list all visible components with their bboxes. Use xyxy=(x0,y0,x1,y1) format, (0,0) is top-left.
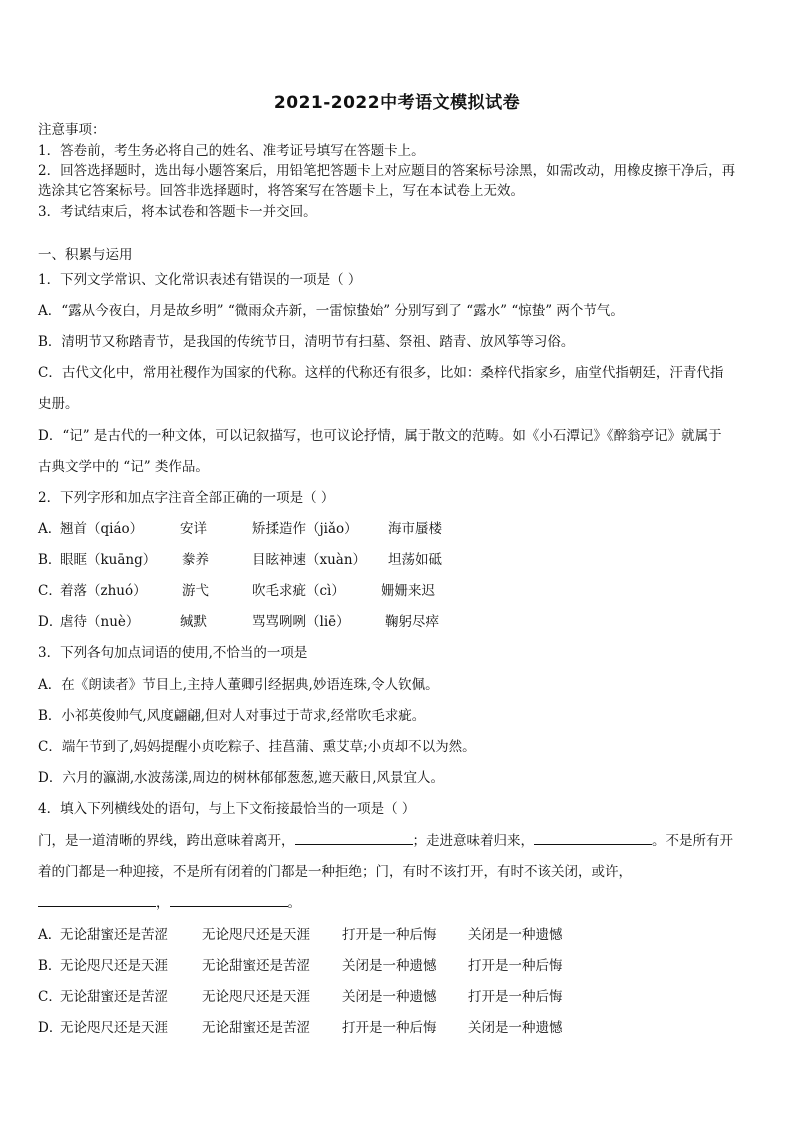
notice-item-3: 3．考试结束后，将本试卷和答题卡一并交回。 xyxy=(38,204,317,220)
q1-option-c-cont: 史册。 xyxy=(38,396,79,412)
q4-option-d: D． 无论咫尺还是天涯 无论甜蜜还是苦涩 打开是一种后悔 关闭是一种遗憾 xyxy=(38,1020,563,1036)
notice-item-2-cont: 选涂其它答案标号。回答非选择题时，将答案写在答题卡上，写在本试卷上无效。 xyxy=(38,183,524,199)
q2-option-b: B． 眼眶（kuāng） 豢养 目眩神速（xuàn） 坦荡如砥 xyxy=(38,552,442,568)
page-title: 2021-2022中考语文模拟试卷 xyxy=(273,93,521,113)
q4-passage-line-1: 门，是一道清晰的界线，跨出意味着离开， ；走进意味着归来， 。不是所有开 xyxy=(38,833,733,849)
notice-heading: 注意事项： xyxy=(38,122,106,138)
answer-blank-3 xyxy=(38,894,156,907)
q2-option-a: A． 翘首（qiáo） 安详 矫揉造作（jiǎo） 海市蜃楼 xyxy=(38,521,442,537)
q4-stem: 4．填入下列横线处的语句，与上下文衔接最恰当的一项是（ ） xyxy=(38,801,416,817)
q4-passage-line-3: ， 。 xyxy=(38,893,760,913)
q3-option-c: C．端午节到了,妈妈提醒小贞吃粽子、挂菖蒲、熏艾草;小贞却不以为然。 xyxy=(38,739,476,755)
q1-option-d: D．“记” 是古代的一种文体，可以记叙描写，也可议论抒情，属于散文的范畴。如《小石潭记》《醉翁亭记》就属于 xyxy=(38,428,722,444)
q2-option-d: D． 虐待（nuè） 缄默 骂骂咧咧（liē） 鞠躬尽瘁 xyxy=(38,614,439,630)
q4-passage-line-2: 着的门都是一种迎接，不是所有闭着的门都是一种拒绝；门，有时不该打开，有时不该关闭，或许， xyxy=(38,864,632,880)
q3-option-b: B．小祁英俊帅气,风度翩翩,但对人对事过于苛求,经常吹毛求疵。 xyxy=(38,708,426,724)
q3-option-a: A．在《朗读者》节目上,主持人董卿引经据典,妙语连珠,令人钦佩。 xyxy=(38,677,439,693)
q1-option-d-cont: 古典文学中的 “记” 类作品。 xyxy=(38,459,209,475)
answer-blank-4 xyxy=(170,894,288,907)
q4-option-c: C． 无论甜蜜还是苦涩 无论咫尺还是天涯 关闭是一种遗憾 打开是一种后悔 xyxy=(38,989,563,1005)
q2-option-c: C． 着落（zhuó） 游弋 吹毛求疵（cì） 姗姗来迟 xyxy=(38,583,435,599)
q4-option-b: B． 无论咫尺还是天涯 无论甜蜜还是苦涩 关闭是一种遗憾 打开是一种后悔 xyxy=(38,958,563,974)
q1-stem: 1．下列文学常识、文化常识表述有错误的一项是（ ） xyxy=(38,272,362,288)
section-heading: 一、积累与运用 xyxy=(38,247,133,263)
q3-stem: 3．下列各句加点词语的使用,不恰当的一项是 xyxy=(38,645,308,661)
notice-item-1: 1．答卷前，考生务必将自己的姓名、准考证号填写在答题卡上。 xyxy=(38,143,425,159)
q2-stem: 2．下列字形和加点字注音全部正确的一项是（ ） xyxy=(38,490,335,506)
answer-blank-2 xyxy=(534,832,652,845)
answer-blank-1 xyxy=(295,832,413,845)
q4-option-a: A． 无论甜蜜还是苦涩 无论咫尺还是天涯 打开是一种后悔 关闭是一种遗憾 xyxy=(38,927,563,943)
q1-option-c: C．古代文化中，常用社稷作为国家的代称。这样的代称还有很多，比如：桑梓代指家乡，庙堂代指朝廷，汗青代指 xyxy=(38,365,724,381)
q1-option-b: B．清明节又称踏青节，是我国的传统节日，清明节有扫墓、祭祖、踏青、放风筝等习俗。 xyxy=(38,334,575,350)
q3-option-d: D．六月的瀛湖,水波荡漾,周边的树林郁郁葱葱,遮天蔽日,风景宜人。 xyxy=(38,770,444,786)
q1-option-a: A．“露从今夜白，月是故乡明” “微雨众卉新，一雷惊蛰始” 分别写到了 “露水” “惊蛰” 两个节气。 xyxy=(38,303,624,319)
notice-item-2: 2．回答选择题时，选出每小题答案后，用铅笔把答题卡上对应题目的答案标号涂黑，如需改动，用橡皮擦干净后，再 xyxy=(38,163,736,179)
